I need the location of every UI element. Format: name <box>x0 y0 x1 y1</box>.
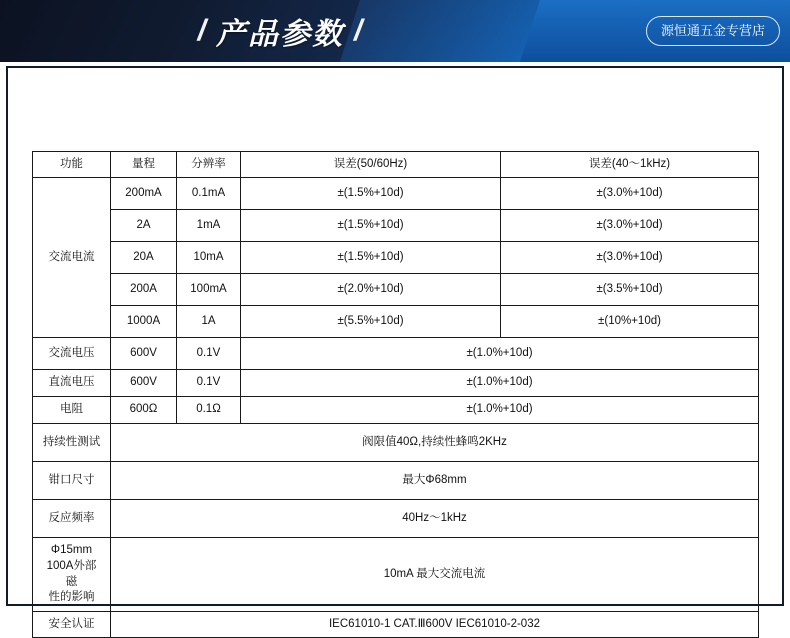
cell-error-40k: ±(3.0%+10d) <box>501 210 759 242</box>
spec-table <box>32 151 759 638</box>
table-row <box>33 612 759 638</box>
table-row <box>33 462 759 500</box>
cell-range: 600V <box>111 338 177 370</box>
table-row <box>33 210 759 242</box>
table-row <box>33 370 759 397</box>
page-title: 产品参数 <box>216 18 344 51</box>
table-header-cell: 误差(40～1kHz) <box>501 152 759 178</box>
cell-range: 200A <box>111 274 177 306</box>
cell-function: 交流电压 <box>33 338 111 370</box>
cell-value: 40Hz～1kHz <box>111 500 759 538</box>
cell-range: 600V <box>111 370 177 397</box>
cell-error-40k: ±(3.0%+10d) <box>501 242 759 274</box>
table-row <box>33 274 759 306</box>
cell-function: 安全认证 <box>33 612 111 638</box>
table-row <box>33 397 759 424</box>
magnetic-label-line: 磁 <box>65 575 78 588</box>
ac-current-label: 交流电流 <box>33 178 111 338</box>
cell-range: 20A <box>111 242 177 274</box>
cell-error-40k: ±(10%+10d) <box>501 306 759 338</box>
table-header-cell: 量程 <box>111 152 177 178</box>
cell-value: IEC61010-1 CAT.Ⅲ600V IEC61010-2-032 <box>111 612 759 638</box>
table-header-cell: 误差(50/60Hz) <box>241 152 501 178</box>
cell-resolution: 100mA <box>177 274 241 306</box>
table-header-cell: 分辨率 <box>177 152 241 178</box>
cell-error-5060: ±(1.5%+10d) <box>241 242 501 274</box>
table-header-cell: 功能 <box>33 152 111 178</box>
header-title-group <box>0 0 560 62</box>
magnetic-label-line: 性的影响 <box>48 591 95 604</box>
cell-error-5060: ±(2.0%+10d) <box>241 274 501 306</box>
cell-range: 600Ω <box>111 397 177 424</box>
cell-function: 反应频率 <box>33 500 111 538</box>
cell-function: 电阻 <box>33 397 111 424</box>
cell-error-5060: ±(1.5%+10d) <box>241 210 501 242</box>
cell-error-5060: ±(5.5%+10d) <box>241 306 501 338</box>
table-row <box>33 424 759 462</box>
cell-error-40k: ±(3.0%+10d) <box>501 178 759 210</box>
slash-right-icon: / <box>354 14 363 47</box>
cell-error: ±(1.0%+10d) <box>241 370 759 397</box>
magnetic-label-line: Φ15mm <box>50 544 93 557</box>
cell-value: 阀限值40Ω,持续性蜂鸣2KHz <box>111 424 759 462</box>
page-body <box>0 62 790 630</box>
cell-function: 直流电压 <box>33 370 111 397</box>
table-row <box>33 178 759 210</box>
table-row <box>33 538 759 612</box>
cell-resolution: 1mA <box>177 210 241 242</box>
slash-left-icon: / <box>197 14 206 47</box>
cell-resolution: 1A <box>177 306 241 338</box>
cell-function: 钳口尺寸 <box>33 462 111 500</box>
cell-range: 2A <box>111 210 177 242</box>
cell-resolution: 0.1V <box>177 338 241 370</box>
magnetic-label-line: 100A外部 <box>46 559 97 572</box>
shop-name-badge: 源恒通五金专营店 <box>646 16 780 46</box>
cell-error-5060: ±(1.5%+10d) <box>241 178 501 210</box>
cell-resolution: 0.1V <box>177 370 241 397</box>
cell-range: 200mA <box>111 178 177 210</box>
table-row <box>33 500 759 538</box>
cell-function: 持续性测试 <box>33 424 111 462</box>
cell-range: 1000A <box>111 306 177 338</box>
spec-table-wrapper <box>32 151 758 638</box>
cell-error: ±(1.0%+10d) <box>241 397 759 424</box>
page-header <box>0 0 790 62</box>
table-row <box>33 242 759 274</box>
cell-error: ±(1.0%+10d) <box>241 338 759 370</box>
cell-resolution: 0.1mA <box>177 178 241 210</box>
cell-resolution: 0.1Ω <box>177 397 241 424</box>
table-row <box>33 338 759 370</box>
cell-resolution: 10mA <box>177 242 241 274</box>
table-header-row <box>33 152 759 178</box>
cell-error-40k: ±(3.5%+10d) <box>501 274 759 306</box>
cell-value: 最大Φ68mm <box>111 462 759 500</box>
cell-function-magnetic <box>33 538 111 612</box>
table-row <box>33 306 759 338</box>
cell-value: 10mA 最大交流电流 <box>111 538 759 612</box>
